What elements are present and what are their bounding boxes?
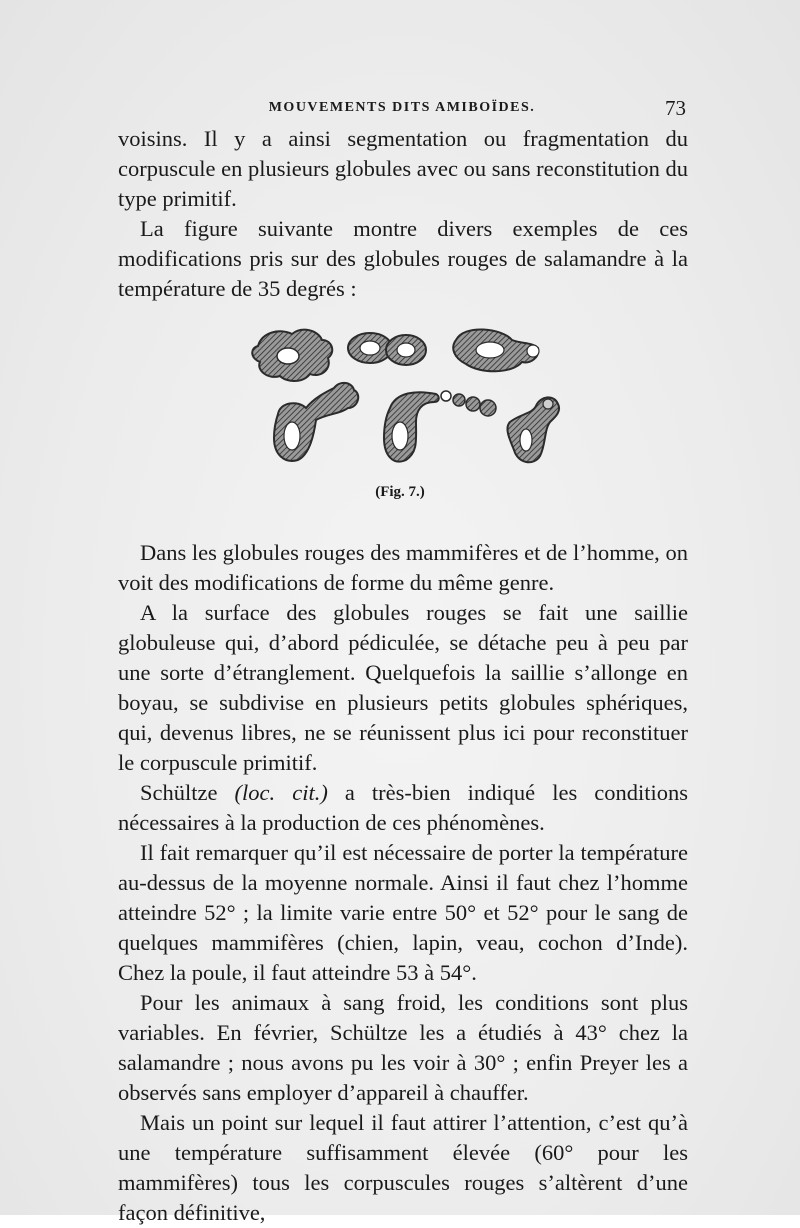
blood-cell-chain xyxy=(384,391,496,462)
paragraph: Pour les animaux à sang froid, les conditions sont plus variables. En février, Schültze les a étudiés à 43° chez la salamandre ; nous avons pu les voir à 30° ; enfin Preyer les a observés sans employer d’appareil à chauffer. xyxy=(118,990,688,1105)
paragraph-rest: a très-bien indiqué les conditions nécessaires à la production de ces phénomènes. xyxy=(118,780,689,835)
text-block-bottom xyxy=(118,538,688,1228)
figure-caption: (Fig. 7.) xyxy=(375,484,425,500)
page-header xyxy=(118,96,686,122)
paragraph: Mais un point sur lequel il faut attirer l’attention, c’est qu’à une température suffisamment élevée (60° pour les mammifères) tous les corpuscules rouges s’altèrent d’une façon définitive, xyxy=(118,1110,688,1225)
blood-cell-extension xyxy=(274,383,358,461)
paragraph: Dans les globules rouges des mammifères et de l’homme, on voit des modifications de forme du même genre. xyxy=(118,540,688,595)
paragraph: voisins. Il y a ainsi segmentation ou fragmentation du corpuscule en plusieurs globules avec ou sans reconstitution du type primitif. xyxy=(118,126,688,211)
author-name: Schültze xyxy=(140,780,218,805)
figure-7-illustration xyxy=(240,318,580,478)
page-number: 73 xyxy=(665,96,686,120)
blood-cell-stalked xyxy=(507,397,559,462)
running-title: MOUVEMENTS DITS AMIBOÏDES. xyxy=(268,100,536,115)
paragraph-schultze xyxy=(118,778,688,838)
citation: (loc. cit.) xyxy=(234,780,328,805)
paragraph: Il fait remarquer qu’il est nécessaire de porter la température au-dessus de la moyenne normale. Ainsi il faut chez l’homme atteindre 52° ; la limite varie entre 50° et 52° pour le sang de quelques mammifères (chien, lapin, veau, cochon d’Inde). Chez la poule, il faut atteindre 53 à 54°. xyxy=(118,840,688,985)
text-block-top xyxy=(118,124,688,304)
paragraph: La figure suivante montre divers exemples de ces modifications pris sur des globules rouges de salamandre à la température de 35 degrés : xyxy=(118,216,688,301)
blood-cell-budding xyxy=(453,329,539,371)
blood-cell-dividing xyxy=(348,333,426,365)
paragraph: A la surface des globules rouges se fait une saillie globuleuse qui, d’abord pédiculée, se détache peu à peu par une sorte d’étranglement. Quelquefois la saillie s’allonge en boyau, se subdivise en plusieurs petits globules sphériques, qui, devenus libres, ne se réunissent plus ici pour reconstituer le corpuscule primitif. xyxy=(118,600,688,775)
blood-cell-irregular xyxy=(252,330,332,381)
